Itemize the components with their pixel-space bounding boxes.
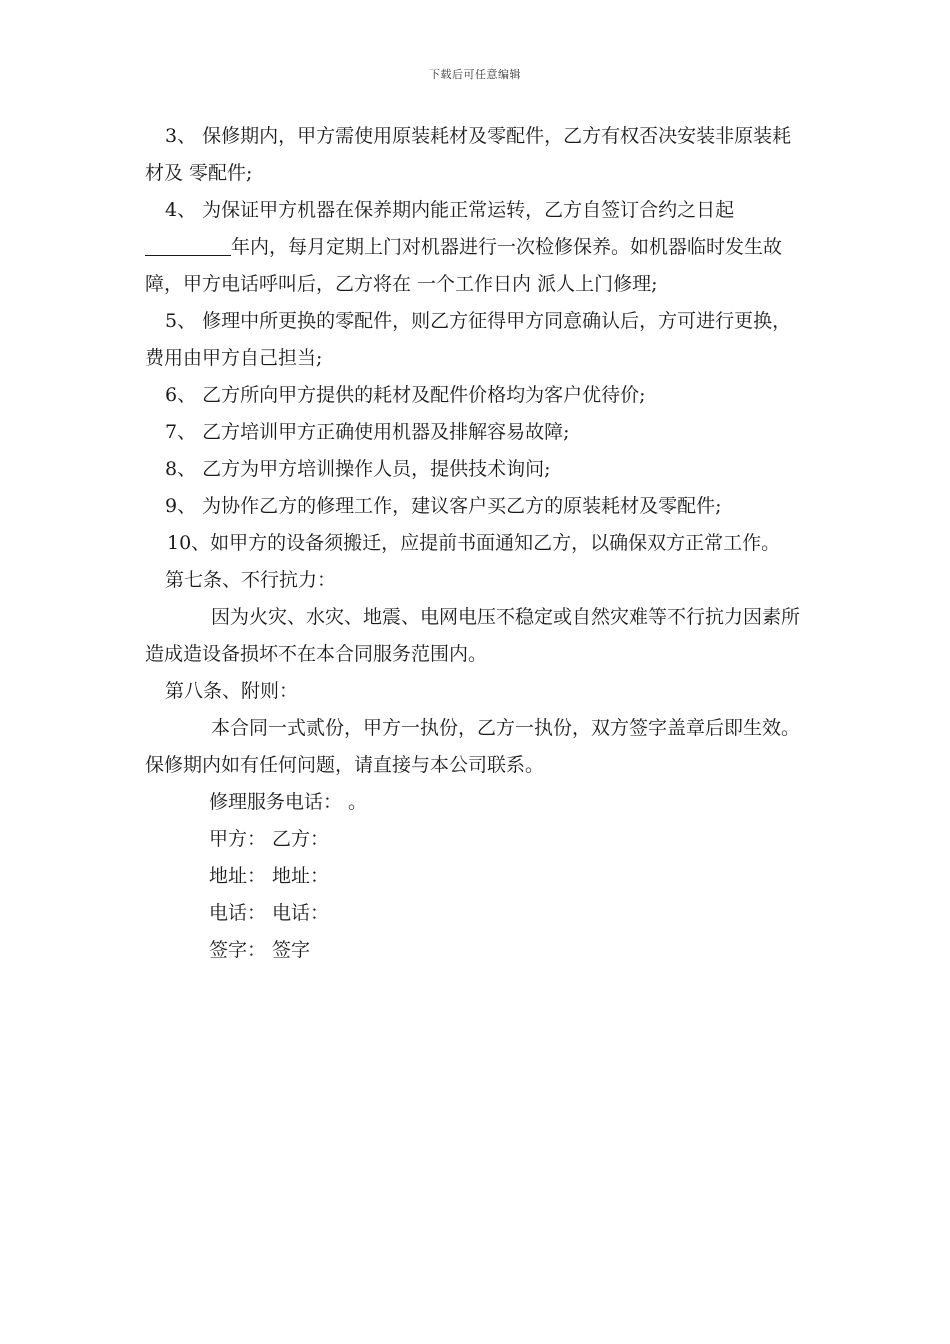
clause-item-4-part1: 4、 为保证甲方机器在保养期内能正常运转，乙方自签订合约之日起: [165, 199, 735, 221]
fill-in-blank-years[interactable]: [145, 235, 231, 256]
phone-line: 电话： 电话：: [209, 902, 330, 924]
clause-item-8: 8、 乙方为甲方培训操作人员，提供技术询问;: [165, 458, 551, 480]
clause-item-5: 5、 修理中所更换的零配件，则乙方征得甲方同意确认后，方可进行更换，费用由甲方自己担当;: [145, 310, 792, 369]
page-header-note: 下载后可任意编辑: [429, 68, 521, 81]
clause-item-7: 7、 乙方培训甲方正确使用机器及排解容易故障;: [165, 421, 570, 443]
clause-item-9: 9、 为协作乙方的修理工作，建议客户买乙方的原装耗材及零配件;: [165, 495, 722, 517]
article-8-body: 本合同一式贰份，甲方一执份，乙方一执份，双方签字盖章后即生效。保修期内如有任何问题，请直接与本公司联系。: [145, 717, 801, 776]
clause-item-10: 10、如甲方的设备须搬迁，应提前书面通知乙方，以确保双方正常工作。: [167, 532, 781, 554]
signature-line: 签字： 签字: [209, 939, 311, 961]
clause-item-4-part2: 年内，每月定期上门对机器进行一次检修保养。如机器临时发生故障，甲方电话呼叫后，乙方将在 一个工作日内 派人上门修理;: [145, 236, 783, 295]
clause-item-4: [145, 192, 810, 303]
party-line: 甲方： 乙方：: [209, 828, 330, 850]
article-7-heading: 第七条、不行抗力：: [165, 569, 337, 591]
document-body: [145, 118, 810, 969]
article-8-heading: 第八条、附则：: [165, 680, 299, 702]
article-7-body: 因为火灾、水灾、地震、电网电压不稳定或自然灾难等不行抗力因素所造成造设备损坏不在本合同服务范围内。: [145, 606, 801, 665]
clause-item-6: 6、 乙方所向甲方提供的耗材及配件价格均为客户优待价;: [165, 384, 646, 406]
address-line: 地址： 地址：: [209, 865, 330, 887]
service-phone-line: 修理服务电话： 。: [209, 791, 368, 813]
clause-item-3: 3、 保修期内，甲方需使用原装耗材及零配件，乙方有权否决安装非原装耗材及 零配件;: [145, 125, 792, 184]
